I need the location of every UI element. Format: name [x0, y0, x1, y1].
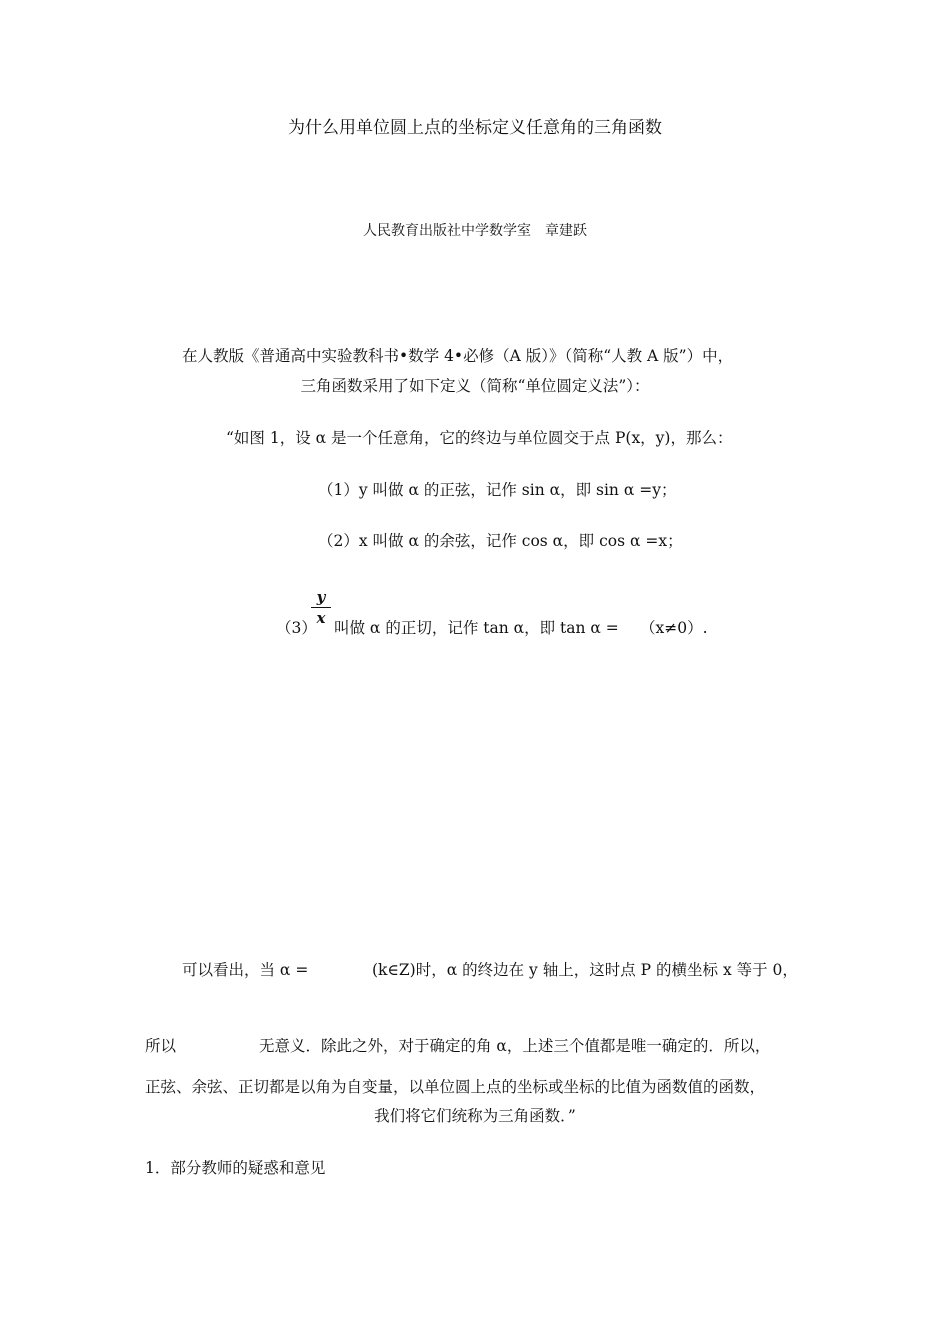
- document-title: 为什么用单位圆上点的坐标定义任意角的三角函数: [288, 118, 662, 138]
- author-line: 人民教育出版社中学数学室 章建跃: [363, 223, 587, 239]
- paragraph-meaning-start: 所以: [145, 1037, 177, 1055]
- definition-item-tangent: 叫做 α 的正切，记作 tan α，即 tan α =: [334, 619, 619, 637]
- fraction-numerator: y: [311, 588, 331, 608]
- paragraph-conclusion: 我们将它们统称为三角函数．”: [374, 1107, 576, 1125]
- paragraph-function-description: 正弦、余弦、正切都是以角为自变量，以单位圆上点的坐标或坐标的比值为函数值的函数，: [145, 1078, 766, 1096]
- definition-quote: “如图 1，设 α 是一个任意角，它的终边与单位圆交于点 P(x，y)，那么：: [226, 429, 733, 447]
- paragraph-observation-end: (k∈Z)时，α 的终边在 y 轴上，这时点 P 的横坐标 x 等于 0，: [372, 961, 798, 979]
- paragraph-intro-line2: 三角函数采用了如下定义（简称“单位圆定义法”）：: [300, 377, 650, 395]
- definition-item-cosine: （2）x 叫做 α 的余弦，记作 cos α，即 cos α =x；: [318, 532, 683, 550]
- fraction-denominator: x: [316, 609, 326, 627]
- paragraph-meaning-end: 无意义．除此之外，对于确定的角 α，上述三个值都是唯一确定的．所以，: [259, 1037, 771, 1055]
- paragraph-observation-start: 可以看出，当 α =: [182, 961, 309, 979]
- section-heading-1: 1．部分教师的疑惑和意见: [145, 1159, 326, 1177]
- definition-item-tangent-prefix: （3）: [276, 619, 317, 637]
- definition-item-tangent-condition: （x≠0）.: [640, 619, 708, 637]
- definition-item-sine: （1）y 叫做 α 的正弦，记作 sin α，即 sin α =y；: [318, 481, 677, 499]
- paragraph-intro-line1: 在人教版《普通高中实验教科书•数学 4•必修（A 版）》（简称“人教 A 版”）中，: [182, 347, 734, 365]
